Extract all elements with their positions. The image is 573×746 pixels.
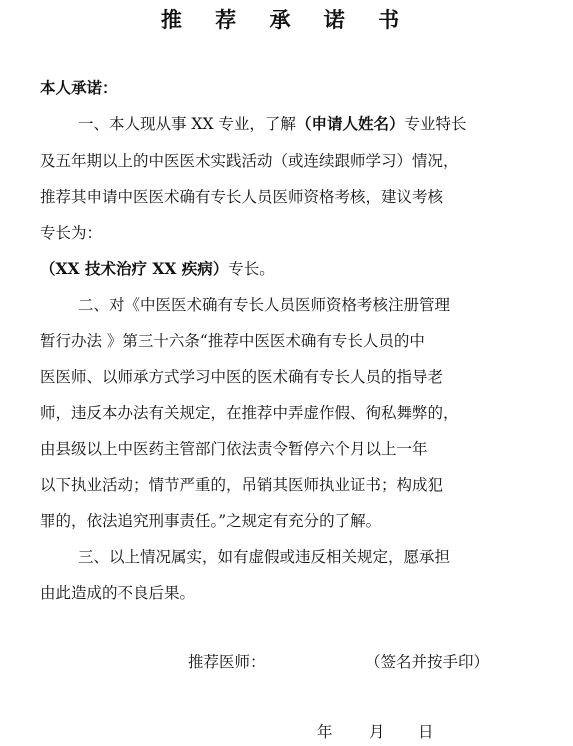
document-title: 推 荐 承 诺 书 [160,8,413,32]
date-month-label: 月 [369,723,385,741]
para2-line2: 暂行办法 》第三十六条“推荐中医医术确有专长人员的中 [40,332,425,350]
para1-line1 [78,114,466,134]
para3-line2: 由此造成的不良后果。 [40,584,196,602]
para1-line5-text-b: 专长。 [228,260,275,278]
date-day-label: 日 [418,723,434,741]
para2-line7: 罪的，依法追究刑事责任。”之规定有充分的了解。 [40,512,382,530]
para1-line3: 推荐其申请中医医术确有专长人员医师资格考核，建议考核 [40,188,444,206]
date-year-label: 年 [317,723,333,741]
applicant-name-placeholder: （申请人姓名） [295,114,405,133]
signature-label: 推荐医师： [188,653,266,671]
para1-line4: 专长为： [40,224,103,242]
para1-line1-text-a: 一、本人现从事 XX 专业，了解 [78,115,296,133]
para1-line5 [40,259,275,279]
para3-line1: 三、以上情况属实，如有虚假或违反相关规定，愿承担 [78,548,451,566]
para1-line1-text-b: 专业特长 [404,115,467,133]
intro-heading: 本人承诺： [40,78,118,97]
para2-line3: 医医师、以师承方式学习中医的医术确有专长人员的指导老 [40,368,444,386]
para2-line4: 师，违反本办法有关规定，在推荐中弄虚作假、徇私舞弊的， [40,404,459,422]
signature-note: （签名并按手印） [365,653,490,671]
para2-line5: 由县级以上中医药主管部门依法责令暂停六个月以上一年 [40,440,428,458]
para1-line2: 及五年期以上的中医医术实践活动（或连续跟师学习）情况， [40,152,459,170]
specialty-placeholder: （XX 技术治疗 XX 疾病） [40,259,229,278]
para2-line6: 以下执业活动；情节严重的，吊销其医师执业证书；构成犯 [40,476,444,494]
para2-line1: 二、对《中医医术确有专长人员医师资格考核注册管理 [78,296,451,314]
